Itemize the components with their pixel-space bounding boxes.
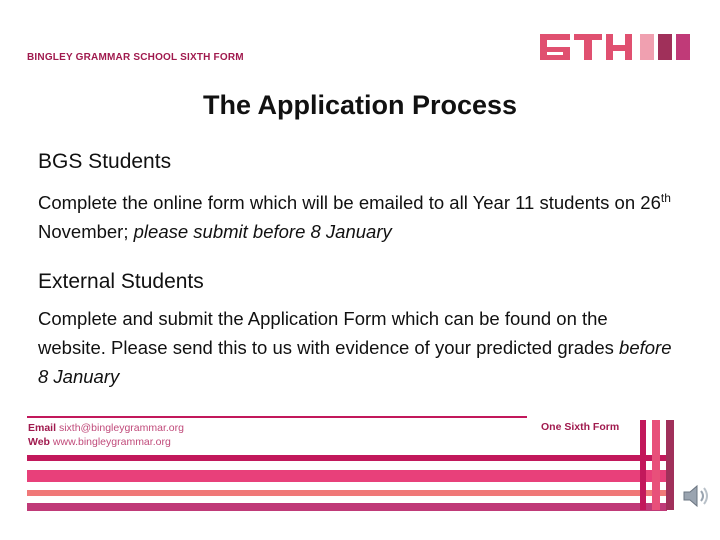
email-link[interactable]: sixth@bingleygrammar.org xyxy=(58,422,184,434)
page-title: The Application Process xyxy=(202,90,518,120)
email-line: Email sixth@bingleygrammar.org xyxy=(28,422,184,434)
bgs-students-heading: BGS Students xyxy=(38,150,172,173)
external-students-text: Complete and submit the Application Form which can be found on the website. Please send this to us with evidence of your predicted grades before 8 January xyxy=(38,308,672,387)
footer-contact xyxy=(28,421,184,449)
web-link[interactable]: www.bingleygrammar.org xyxy=(52,436,171,448)
external-students-heading: External Students xyxy=(38,270,204,293)
footer-brand: One Sixth Form xyxy=(541,421,620,433)
bgs-students-text: Complete the online form which will be emailed to all Year 11 students on 26th November; please submit before 8 January xyxy=(38,191,671,243)
speaker-icon[interactable] xyxy=(680,480,712,512)
web-line: Web www.bingleygrammar.org xyxy=(28,436,171,448)
school-name-header: BINGLEY GRAMMAR SCHOOL SIXTH FORM xyxy=(27,52,244,63)
